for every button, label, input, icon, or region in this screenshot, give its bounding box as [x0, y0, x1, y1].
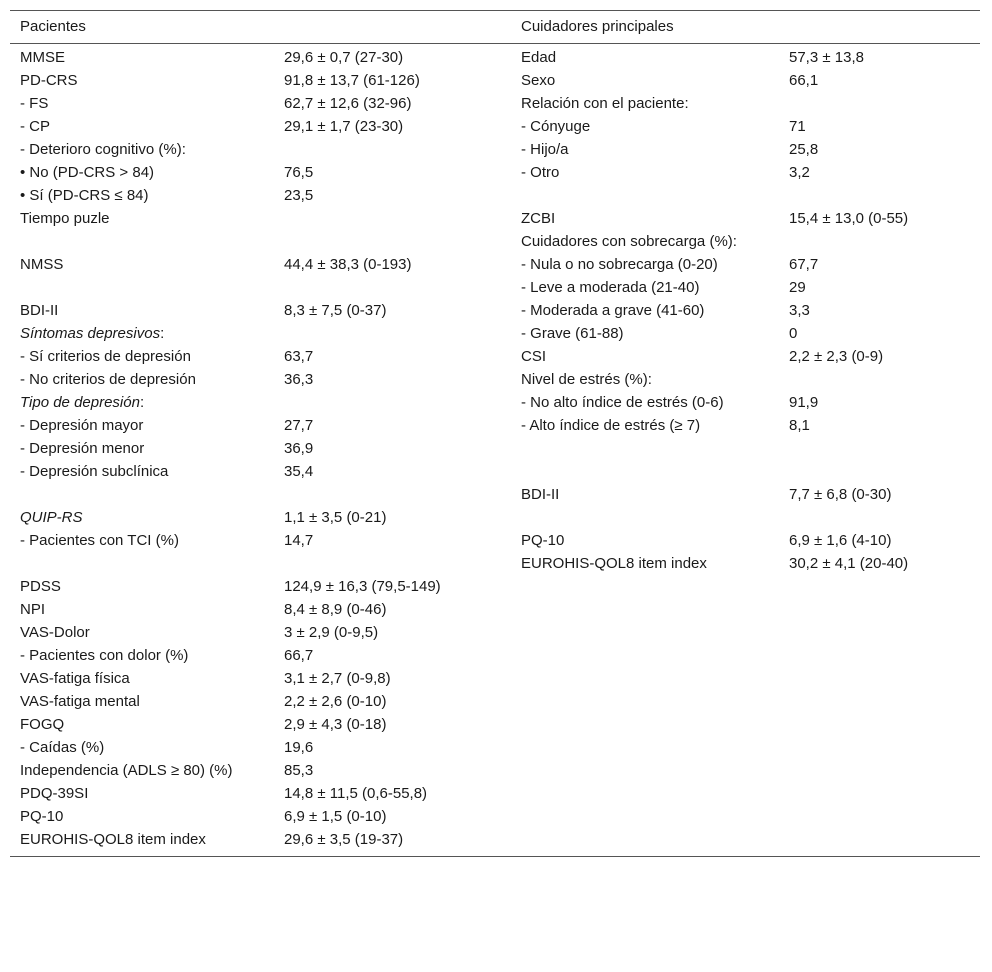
caregiver-measure-cell: [511, 185, 779, 208]
caregiver-measure-cell: - Hijo/a: [521, 141, 569, 158]
patient-measure-suffix: :: [139, 394, 145, 411]
patient-value-cell: 29,1 ± 1,7 (23-30): [284, 118, 404, 135]
patient-value-cell: [274, 392, 511, 415]
patient-value-cell: 23,5: [284, 187, 314, 204]
patient-measure-cell: BDI-II: [20, 302, 59, 319]
patient-measure-cell: VAS-fatiga mental: [20, 693, 140, 710]
caregiver-value-cell: 2,2 ± 2,3 (0-9): [789, 348, 884, 365]
table-row: [10, 93, 980, 116]
table-row: [10, 369, 980, 392]
patient-measure-cell: - Sí criterios de depresión: [20, 348, 191, 365]
patient-measure-cell: - Pacientes con dolor (%): [20, 647, 189, 664]
patient-measure-cell: - Depresión menor: [20, 440, 145, 457]
caregiver-value-cell: 7,7 ± 6,8 (0-30): [789, 486, 892, 503]
caregiver-value-cell: 57,3 ± 13,8: [789, 49, 864, 66]
patient-measure-cell: VAS-Dolor: [20, 624, 90, 641]
table-row: [10, 599, 980, 622]
table-row: [10, 277, 980, 300]
caregiver-measure-cell: [511, 714, 779, 737]
caregiver-value-cell: [779, 93, 980, 116]
table-row: [10, 461, 980, 484]
patient-measure-cell: [10, 323, 274, 346]
caregiver-measure-cell: [511, 783, 779, 806]
table-row: [10, 668, 980, 691]
table-row: [10, 254, 980, 277]
patient-measure-cell: - FS: [20, 95, 49, 112]
patient-measure-cell: - Caídas (%): [20, 739, 105, 756]
patient-measure-cell: - CP: [20, 118, 50, 135]
patient-value-cell: 1,1 ± 3,5 (0-21): [284, 509, 387, 526]
table-row: [10, 70, 980, 93]
header-caregivers: Cuidadores principales: [521, 18, 674, 35]
patients-caregivers-table: [10, 10, 980, 857]
table-row: [10, 185, 980, 208]
patient-value-cell: [274, 139, 511, 162]
patient-value-cell: 85,3: [284, 762, 314, 779]
caregiver-measure-cell: [511, 737, 779, 760]
caregiver-value-cell: [779, 760, 980, 783]
caregiver-measure-cell: [511, 829, 779, 857]
table-row: [10, 737, 980, 760]
caregiver-value-cell: 0: [789, 325, 798, 342]
caregiver-value-cell: [779, 507, 980, 530]
patient-value-cell: 2,2 ± 2,6 (0-10): [284, 693, 387, 710]
table-row: [10, 346, 980, 369]
patient-measure-cell: PD-CRS: [20, 72, 78, 89]
caregiver-measure-cell: Relación con el paciente:: [521, 95, 689, 112]
caregiver-value-cell: 25,8: [789, 141, 819, 158]
caregiver-value-cell: [779, 369, 980, 392]
patient-value-cell: 44,4 ± 38,3 (0-193): [284, 256, 412, 273]
patient-measure-cell: - Depresión mayor: [20, 417, 144, 434]
caregiver-value-cell: [779, 737, 980, 760]
patient-value-cell: 8,4 ± 8,9 (0-46): [284, 601, 387, 618]
caregiver-measure-cell: - Nula o no sobrecarga (0-20): [521, 256, 718, 273]
patient-measure-cell: EUROHIS-QOL8 item index: [20, 831, 206, 848]
patient-value-cell: [274, 484, 511, 507]
data-table-container: [10, 10, 980, 857]
patient-value-cell: 14,7: [284, 532, 314, 549]
caregiver-value-cell: [779, 668, 980, 691]
table-row: [10, 162, 980, 185]
table-row: [10, 300, 980, 323]
caregiver-measure-cell: - Otro: [521, 164, 560, 181]
caregiver-value-cell: [779, 231, 980, 254]
table-row: [10, 323, 980, 346]
caregiver-measure-cell: [511, 438, 779, 461]
patient-value-cell: 36,9: [284, 440, 314, 457]
table-row: [10, 116, 980, 139]
table-row: [10, 139, 980, 162]
patient-measure-cell: [10, 507, 274, 530]
patient-value-cell: 124,9 ± 16,3 (79,5-149): [284, 578, 441, 595]
patient-measure-cell: PQ-10: [20, 808, 64, 825]
table-row: [10, 484, 980, 507]
patient-value-cell: [274, 553, 511, 576]
caregiver-measure-cell: [511, 760, 779, 783]
caregiver-value-cell: 30,2 ± 4,1 (20-40): [789, 555, 909, 572]
caregiver-value-cell: [779, 691, 980, 714]
patient-value-cell: [274, 208, 511, 231]
caregiver-measure-cell: [511, 599, 779, 622]
patient-measure-cell: [10, 392, 274, 415]
patient-value-cell: 35,4: [284, 463, 314, 480]
table-row: [10, 829, 980, 857]
patient-value-cell: 29,6 ± 3,5 (19-37): [284, 831, 404, 848]
table-row: [10, 645, 980, 668]
caregiver-measure-cell: [511, 645, 779, 668]
caregiver-measure-cell: Cuidadores con sobrecarga (%):: [521, 233, 737, 250]
patient-value-cell: [274, 323, 511, 346]
caregiver-measure-cell: [511, 806, 779, 829]
patient-value-cell: 6,9 ± 1,5 (0-10): [284, 808, 387, 825]
caregiver-value-cell: [779, 622, 980, 645]
patient-measure-cell: VAS-fatiga física: [20, 670, 130, 687]
caregiver-value-cell: [779, 599, 980, 622]
caregiver-measure-cell: PQ-10: [521, 532, 565, 549]
patient-measure-cell: Independencia (ADLS ≥ 80) (%): [20, 762, 233, 779]
patient-measure-cell: [10, 277, 274, 300]
caregiver-measure-cell: Nivel de estrés (%):: [521, 371, 652, 388]
patient-value-cell: 63,7: [284, 348, 314, 365]
patient-value-cell: 27,7: [284, 417, 314, 434]
table-row: [10, 806, 980, 829]
caregiver-value-cell: 3,3: [789, 302, 810, 319]
caregiver-measure-cell: [511, 461, 779, 484]
patient-value-cell: 62,7 ± 12,6 (32-96): [284, 95, 412, 112]
patient-value-cell: 2,9 ± 4,3 (0-18): [284, 716, 387, 733]
caregiver-measure-cell: - Grave (61-88): [521, 325, 624, 342]
caregiver-measure-cell: Sexo: [521, 72, 556, 89]
caregiver-value-cell: 67,7: [789, 256, 819, 273]
table-row: [10, 553, 980, 576]
caregiver-measure-cell: Edad: [521, 49, 557, 66]
header-patients: Pacientes: [20, 18, 86, 35]
caregiver-value-cell: 71: [789, 118, 806, 135]
patient-measure-label: QUIP-RS: [20, 509, 83, 526]
patient-measure-cell: - Pacientes con TCI (%): [20, 532, 179, 549]
patient-measure-label: Síntomas depresivos: [20, 325, 161, 342]
table-row: [10, 691, 980, 714]
patient-value-cell: 8,3 ± 7,5 (0-37): [284, 302, 387, 319]
caregiver-value-cell: [779, 185, 980, 208]
caregiver-value-cell: [779, 714, 980, 737]
patient-value-cell: 91,8 ± 13,7 (61-126): [284, 72, 420, 89]
table-row: [10, 622, 980, 645]
patient-measure-cell: - Deterioro cognitivo (%):: [20, 141, 186, 158]
patient-measure-cell: FOGQ: [20, 716, 65, 733]
patient-measure-cell: PDQ-39SI: [20, 785, 89, 802]
caregiver-measure-cell: [511, 507, 779, 530]
caregiver-measure-cell: - Alto índice de estrés (≥ 7): [521, 417, 701, 434]
caregiver-measure-cell: EUROHIS-QOL8 item index: [521, 555, 707, 572]
caregiver-measure-cell: - No alto índice de estrés (0-6): [521, 394, 724, 411]
caregiver-measure-cell: ZCBI: [521, 210, 556, 227]
caregiver-value-cell: 66,1: [789, 72, 819, 89]
caregiver-value-cell: [779, 576, 980, 599]
caregiver-measure-cell: - Moderada a grave (41-60): [521, 302, 705, 319]
caregiver-value-cell: 6,9 ± 1,6 (4-10): [789, 532, 892, 549]
caregiver-measure-cell: [511, 668, 779, 691]
table-row: [10, 760, 980, 783]
caregiver-value-cell: [779, 438, 980, 461]
patient-measure-cell: [10, 484, 274, 507]
patient-measure-suffix: :: [160, 325, 165, 342]
caregiver-value-cell: [779, 461, 980, 484]
table-row: [10, 438, 980, 461]
table-row: [10, 507, 980, 530]
caregiver-value-cell: [779, 783, 980, 806]
table-row: [10, 714, 980, 737]
table-row: [10, 392, 980, 415]
caregiver-value-cell: 15,4 ± 13,0 (0-55): [789, 210, 909, 227]
patient-measure-cell: PDSS: [20, 578, 61, 595]
table-row: [10, 783, 980, 806]
table-body: [10, 44, 980, 857]
caregiver-measure-cell: - Cónyuge: [521, 118, 591, 135]
patient-measure-cell: - Depresión subclínica: [20, 463, 169, 480]
caregiver-value-cell: 8,1: [789, 417, 810, 434]
patient-measure-cell: - No criterios de depresión: [20, 371, 196, 388]
header-row: [10, 11, 980, 44]
patient-measure-cell: MMSE: [20, 49, 65, 66]
caregiver-value-cell: 91,9: [789, 394, 819, 411]
table-row: [10, 530, 980, 553]
patient-value-cell: 29,6 ± 0,7 (27-30): [284, 49, 404, 66]
patient-measure-cell: • No (PD-CRS > 84): [20, 164, 155, 181]
table-row: [10, 415, 980, 438]
caregiver-value-cell: [779, 645, 980, 668]
patient-measure-cell: • Sí (PD-CRS ≤ 84): [20, 187, 149, 204]
patient-measure-cell: Tiempo puzle: [20, 210, 110, 227]
table-row: [10, 231, 980, 254]
caregiver-value-cell: [779, 829, 980, 857]
caregiver-value-cell: 29: [789, 279, 806, 296]
caregiver-measure-cell: [511, 691, 779, 714]
caregiver-measure-cell: CSI: [521, 348, 547, 365]
patient-measure-cell: NMSS: [20, 256, 64, 273]
patient-value-cell: 36,3: [284, 371, 314, 388]
patient-measure-label: Tipo de depresión: [20, 394, 140, 411]
caregiver-measure-cell: [511, 576, 779, 599]
caregiver-measure-cell: - Leve a moderada (21-40): [521, 279, 700, 296]
caregiver-value-cell: 3,2: [789, 164, 810, 181]
caregiver-measure-cell: [511, 622, 779, 645]
caregiver-value-cell: [779, 806, 980, 829]
table-header: [10, 11, 980, 44]
table-row: [10, 208, 980, 231]
patient-value-cell: 66,7: [284, 647, 314, 664]
caregiver-measure-cell: BDI-II: [521, 486, 560, 503]
patient-value-cell: 14,8 ± 11,5 (0,6-55,8): [284, 785, 428, 802]
patient-value-cell: 19,6: [284, 739, 314, 756]
patient-measure-cell: NPI: [20, 601, 46, 618]
patient-value-cell: 3,1 ± 2,7 (0-9,8): [284, 670, 391, 687]
patient-measure-cell: [10, 553, 274, 576]
table-row: [10, 576, 980, 599]
patient-measure-cell: [10, 231, 274, 254]
patient-value-cell: 3 ± 2,9 (0-9,5): [284, 624, 379, 641]
patient-value-cell: [274, 231, 511, 254]
patient-value-cell: 76,5: [284, 164, 314, 181]
patient-value-cell: [274, 277, 511, 300]
table-row: [10, 44, 980, 71]
